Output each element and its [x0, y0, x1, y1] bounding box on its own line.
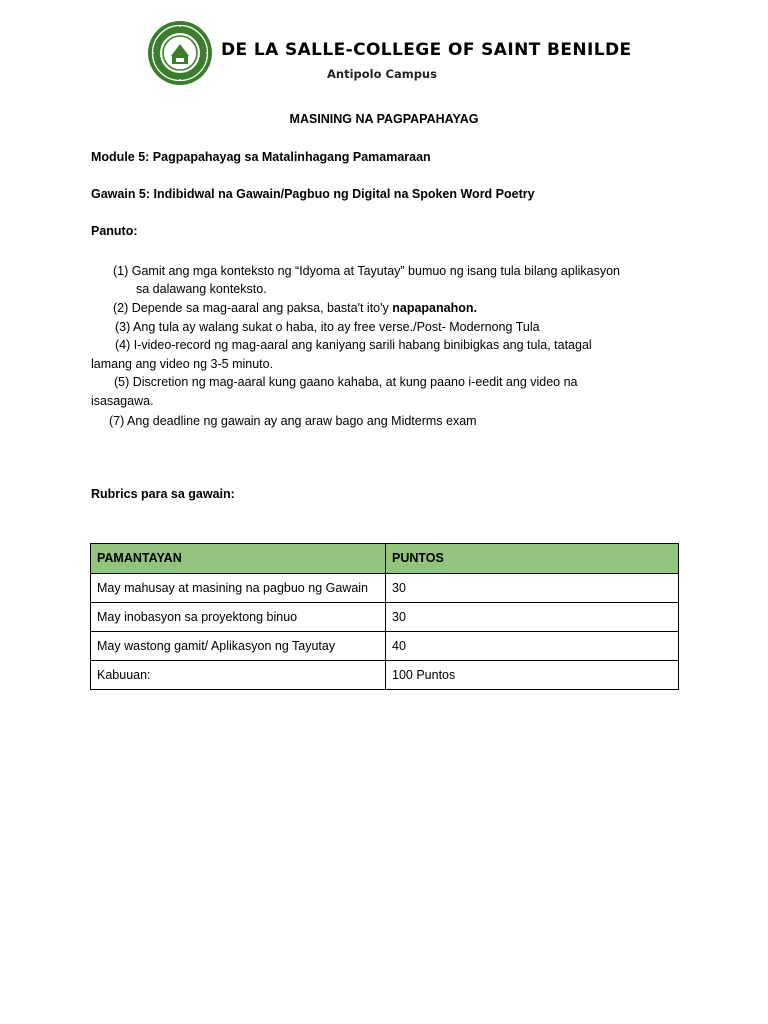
- rubric-table: [90, 543, 679, 690]
- instruction-5-line-1: (5) Discretion ng mag-aaral kung gaano kahaba, at kung paano i-eedit ang video na: [114, 375, 578, 389]
- total-label-cell: Kabuuan:: [91, 661, 386, 690]
- total-points-cell: 100 Puntos: [386, 661, 679, 690]
- criterion-cell: May inobasyon sa proyektong binuo: [91, 603, 386, 632]
- rubrics-heading: Rubrics para sa gawain:: [91, 487, 235, 501]
- table-header-row: [91, 544, 679, 574]
- campus-name: Antipolo Campus: [327, 67, 437, 81]
- points-cell: 40: [386, 632, 679, 661]
- instruction-7: (7) Ang deadline ng gawain ay ang araw bago ang Midterms exam: [109, 414, 477, 428]
- module-heading: Module 5: Pagpapahayag sa Matalinhagang Pamamaraan: [91, 150, 431, 164]
- points-cell: 30: [386, 574, 679, 603]
- header-puntos: PUNTOS: [386, 544, 679, 574]
- instruction-1-line-1: (1) Gamit ang mga konteksto ng “Idyoma at Tayutay” bumuo ng isang tula bilang aplikasyon: [113, 264, 620, 278]
- instruction-1-line-2: sa dalawang konteksto.: [136, 282, 267, 296]
- letterhead: [147, 20, 632, 90]
- instruction-5-line-2: isasagawa.: [91, 394, 154, 408]
- instruction-3: (3) Ang tula ay walang sukat o haba, ito ay free verse./Post- Modernong Tula: [115, 320, 540, 334]
- instruction-2-text: (2) Depende sa mag-aaral ang paksa, basta't ito'y: [113, 301, 393, 315]
- college-name: DE LA SALLE-COLLEGE OF SAINT BENILDE: [221, 40, 632, 60]
- panuto-heading: Panuto:: [91, 224, 138, 238]
- criterion-cell: May mahusay at masining na pagbuo ng Gawain: [91, 574, 386, 603]
- instruction-4-line-2: lamang ang video ng 3-5 minuto.: [91, 357, 274, 371]
- table-row: [91, 603, 679, 632]
- instruction-4-line-1: (4) I-video-record ng mag-aaral ang kaniyang sarili habang binibigkas ang tula, tatagal: [115, 338, 592, 352]
- table-row: [91, 574, 679, 603]
- document-title: MASINING NA PAGPAPAHAYAG: [289, 112, 479, 126]
- header-pamantayan: PAMANTAYAN: [91, 544, 386, 574]
- table-row: [91, 632, 679, 661]
- points-cell: 30: [386, 603, 679, 632]
- gawain-heading: Gawain 5: Indibidwal na Gawain/Pagbuo ng Digital na Spoken Word Poetry: [91, 187, 535, 201]
- instruction-2-emphasis: napapanahon.: [392, 301, 477, 315]
- table-row-total: [91, 661, 679, 690]
- criterion-cell: May wastong gamit/ Aplikasyon ng Tayutay: [91, 632, 386, 661]
- college-seal-logo: [147, 20, 213, 86]
- instruction-2: [113, 299, 477, 318]
